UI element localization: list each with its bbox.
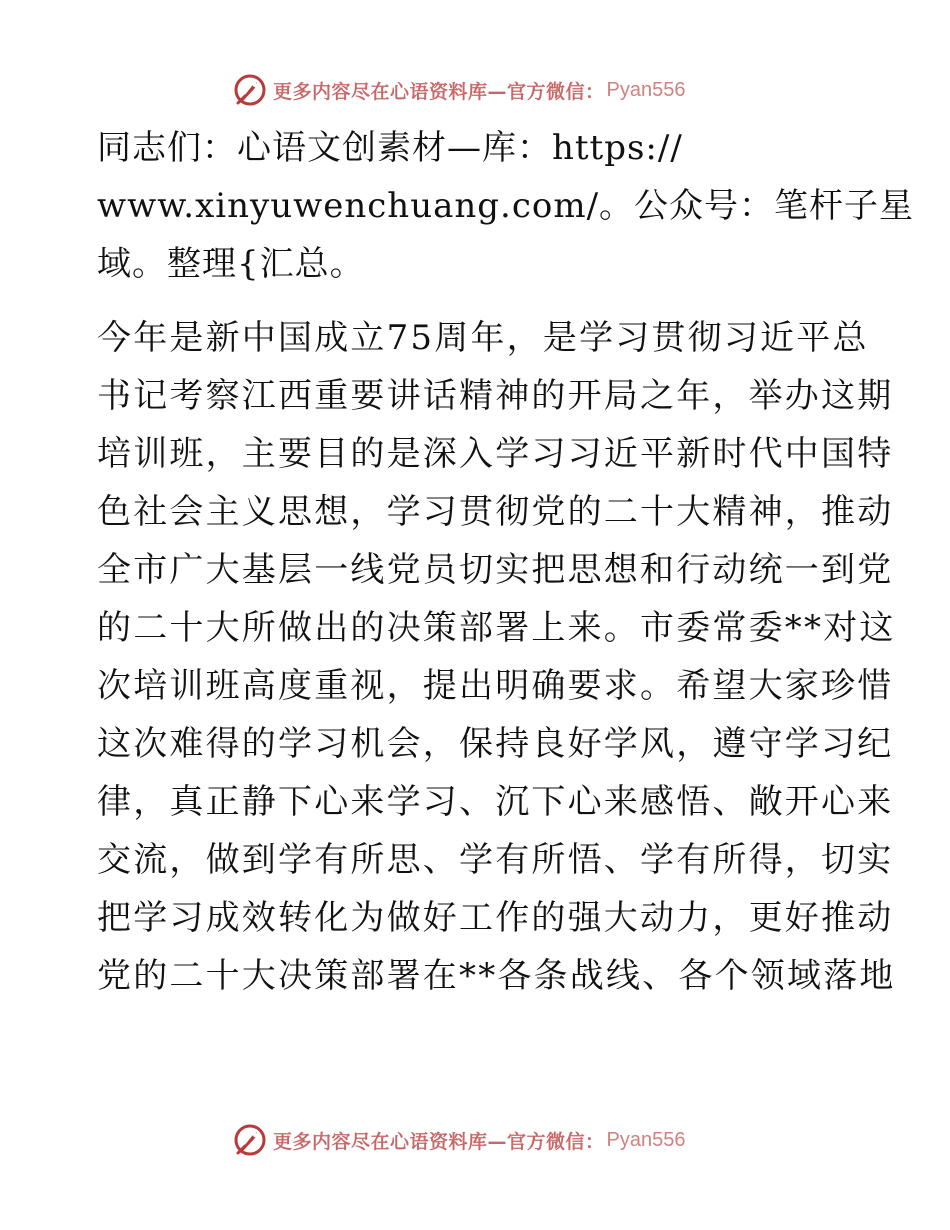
footer-banner <box>233 1122 685 1158</box>
paragraph-line: 书记考察江西重要讲话精神的开局之年，举办这期 <box>97 376 894 416</box>
pen-nib-logo-icon <box>233 1123 267 1157</box>
paragraph-line: 这次难得的学习机会，保持良好学风，遵守学习纪 <box>97 724 894 764</box>
paragraph-line: 全市广大基层一线党员切实把思想和行动统一到党 <box>97 550 894 590</box>
intro-line: www.xinyuwenchuang.com/。公众号：笔杆子星 <box>97 186 915 226</box>
paragraph-line: 的二十大所做出的决策部署上来。市委常委**对这 <box>97 608 896 648</box>
paragraph-line: 次培训班高度重视，提出明确要求。希望大家珍惜 <box>97 666 894 706</box>
paragraph-line: 把学习成效转化为做好工作的强大动力，更好推动 <box>97 898 894 938</box>
header-wechat-id: Pyan556 <box>606 78 686 101</box>
paragraph-line: 色社会主义思想，学习贯彻党的二十大精神，推动 <box>97 492 894 532</box>
paragraph-line: 交流，做到学有所思、学有所悟、学有所得，切实 <box>97 840 894 880</box>
intro-line: 域。整理{汇总。 <box>97 244 365 284</box>
pen-nib-logo-icon <box>233 73 267 107</box>
paragraph-line: 今年是新中国成立75周年，是学习贯彻习近平总 <box>97 318 869 358</box>
footer-wechat-id: Pyan556 <box>606 1128 686 1151</box>
paragraph-line: 培训班，主要目的是深入学习习近平新时代中国特 <box>97 434 894 474</box>
header-banner-text: 更多内容尽在心语资料库—官方微信： <box>273 80 605 103</box>
footer-banner-text: 更多内容尽在心语资料库—官方微信： <box>273 1130 605 1153</box>
header-banner <box>233 72 685 108</box>
intro-line: 同志们：心语文创素材—库：https:// <box>97 128 683 168</box>
paragraph-line: 党的二十大决策部署在**各条战线、各个领域落地 <box>97 956 896 996</box>
paragraph-line: 律，真正静下心来学习、沉下心来感悟、敞开心来 <box>97 782 894 822</box>
